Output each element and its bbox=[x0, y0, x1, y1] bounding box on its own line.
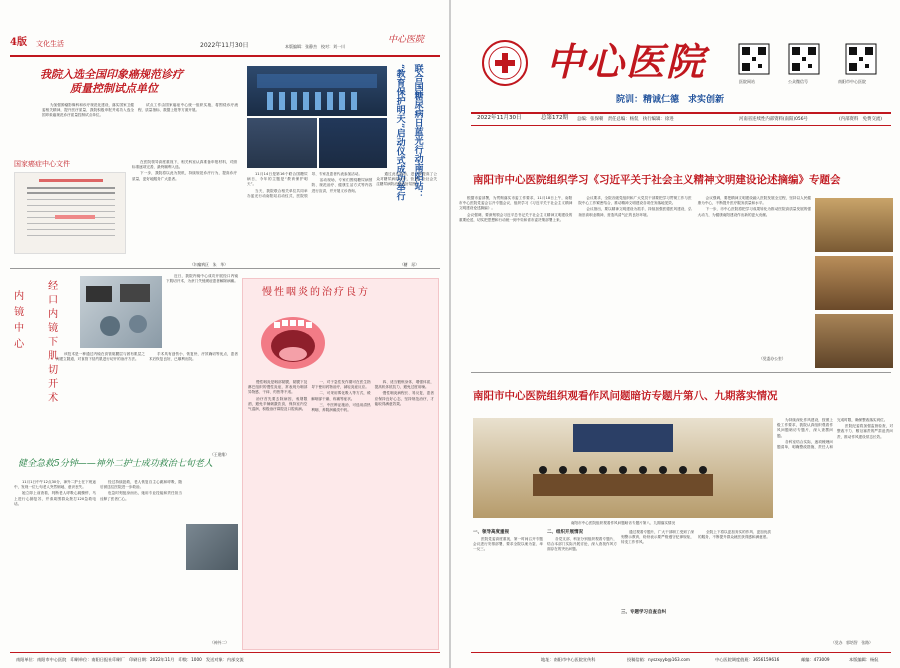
article4-photo bbox=[186, 524, 238, 570]
qr-group bbox=[736, 42, 886, 90]
qr-label-website: 医院网站 bbox=[739, 79, 755, 84]
qr-label-wechat: 公众微信号 bbox=[788, 79, 808, 84]
right-footer-rule bbox=[471, 652, 891, 653]
endoscopy-graphic bbox=[80, 276, 162, 348]
article2-vertical-headline2: “教育保护明天”启动仪式成功举行 bbox=[394, 64, 405, 201]
qr-label-hospital: 南阳市中心医院 bbox=[838, 79, 866, 84]
article3-body-right: 近日，我院内镜中心成功开展经口内镜下肌切开术，为贲门失弛缓症患者解除病痛。 bbox=[166, 274, 238, 284]
viewing-photo-caption: 南阳市中心医院组织观看作风问题暗访专题片第八、九期落实情况 bbox=[570, 521, 676, 525]
mouth-icon bbox=[256, 310, 330, 376]
masthead-rule bbox=[471, 112, 891, 114]
side-vertical-right: 经口内镜下肌切开术 bbox=[45, 280, 57, 406]
footer-phone: 中心医院调度值班：3656159616 bbox=[715, 657, 780, 662]
article4-author: （神外二） bbox=[210, 640, 229, 645]
divider-1 bbox=[10, 268, 440, 269]
section-name: 文化生活 bbox=[36, 40, 64, 48]
qr-codes-icon bbox=[736, 42, 886, 76]
article3-author: （王建维） bbox=[210, 452, 229, 457]
editor-line: 本版编辑：张静杰 校对：刘一川 bbox=[285, 44, 345, 49]
right-page bbox=[451, 0, 900, 668]
right-article1-headline: 南阳市中心医院组织学习《习近平关于社会主义精神文明建设论述摘编》专题会 bbox=[473, 174, 841, 186]
meeting-photo-1 bbox=[815, 198, 893, 252]
feature-body: 慢性咽炎是咽部黏膜、黏膜下及淋巴组织的慢性炎症，常表现为咽部异物感、干痒、灼热等不适。 治疗首先要去除病因，戒烟限酒，避免辛辣刺激饮食，保持室内空气湿润，积极治疗鼻腔及口腔疾病。 一、对于急性发作期可在医生指导下使用药物治疗，减轻炎症反应。 二、可采用雾化吸入等方式，缓解咽部干燥、疼痛等症状。 三、中医辨证施治，可选用清热利咽、养阴润燥类中药。 四、适当锻炼身体，增强体质，提高机体抵抗力，避免过度用嗓。 慢性咽炎病程长、易反复，患者应保持良好心态，坚持规范治疗，才能取得满意效果。 bbox=[248, 380, 434, 413]
right-article2-headline: 南阳市中心医院组织观看作风问题暗访专题片第八、九期落实情况 bbox=[473, 390, 778, 402]
article1-body-bottom: 在医院领导高度重视下，相关科室认真准备申报材料，对照标准逐项完善，最终顺利入选。 下一步，我院将以此为契机，持续规范诊疗行为，提高诊疗质量，更好地服务广大患者。 bbox=[132, 160, 237, 181]
footer-email: 投稿信箱：nyszxyyb@163.com bbox=[627, 657, 690, 662]
footer-post: 邮编：473009 bbox=[801, 657, 830, 662]
issue-date-right: 2022年11月30日 bbox=[477, 115, 522, 121]
page-label: 4版 bbox=[10, 37, 27, 48]
issue-number: 总第172期 bbox=[541, 115, 568, 121]
header-rule bbox=[10, 55, 440, 57]
right-article1-author: （党委办公室） bbox=[759, 356, 786, 361]
section-head-c: 三、专题学习自查自纠 bbox=[621, 610, 666, 615]
section-head-a: 一、领导高度重视 bbox=[473, 530, 509, 535]
throat-illustration bbox=[256, 310, 330, 376]
article1-author: （妇瘤病区 朱 华） bbox=[190, 262, 228, 267]
event-photo-left bbox=[247, 118, 317, 168]
stage-group-graphic bbox=[247, 66, 387, 116]
article2-body: 11月14日是第16个联合国糖尿病日，今年的主题是“教育保护明天”。 当天，我院联合相关单位共同举办蓝光行动南阳站启动仪式，医院领导、专家及患者代表参加活动。 活动现场，专家们围绕糖尿病预防、规范治疗、健康生活方式等内容进行宣讲，并开展义诊咨询。 通过此次活动，进一步提高了公众对糖尿病的认识，营造了全社会关注糖尿病防治的良好氛围。 bbox=[247, 172, 437, 198]
staff-line: 总编：张保朝 责任总编：杨侃 执行编辑：徐进 bbox=[577, 117, 674, 122]
document-table-graphic bbox=[15, 173, 126, 254]
endoscopy-photo bbox=[80, 276, 162, 348]
left-footer: 南阳单位：南阳市中心医院 印刷单位：南阳日报社印刷厂 印刷日期：2022年11月 印数：1000 发送对象：内部交流 bbox=[16, 657, 244, 662]
article2-author: （糖 尿） bbox=[400, 262, 419, 267]
article3-body-bottom: 该技术是一种通过内镜在食管黏膜层与固有肌层之间建立隧道，对食管下括约肌进行切开的治疗方法。 手术具有创伤小、恢复快、疗效确切等优点，患者术后恢复良好，已顺利出院。 bbox=[56, 352, 238, 362]
footer-print: 本版编辑：杨侃 bbox=[849, 657, 879, 662]
motto: 院训：精诚仁德 求实创新 bbox=[616, 95, 725, 105]
meeting-photo-2 bbox=[815, 256, 893, 310]
left-page bbox=[0, 0, 449, 668]
footer-rule bbox=[10, 652, 440, 653]
header-logo: 中心医院 bbox=[388, 35, 425, 45]
article1-body-right: 试点工作由国家癌症中心统一组织实施，将围绕诊疗流程、质量指标、数据上报等方面开展。 bbox=[138, 103, 238, 113]
side-vertical-left: 内镜中心 bbox=[11, 290, 23, 354]
article4-title: 健全急救5分钟——神外二护士成功救治七旬老人 bbox=[18, 459, 213, 469]
masthead-rule-2 bbox=[471, 125, 891, 126]
article1-body-left: 为加强肿瘤影像科和诊疗规范化建设，落实国家卫健委相关精神，提升医疗质量，我院积极申报并成功入选全国印象癌规范诊疗质量控制试点单位。 bbox=[42, 103, 134, 118]
article1-subhead: 国家癌症中心文件 bbox=[14, 160, 70, 168]
article2-vertical-headline: 联合国糖尿病日蓝光行动南阳站： bbox=[412, 64, 423, 199]
document-image bbox=[14, 172, 126, 254]
article1-headline-line2: 质量控制试点单位 bbox=[70, 82, 158, 95]
right-article2-author: （党办 郭培智 张路） bbox=[831, 640, 873, 645]
license-line: 河南省连续性内部资料(南阳)056号 bbox=[739, 117, 808, 122]
issue-date: 2022年11月30日 bbox=[200, 42, 249, 49]
hospital-emblem bbox=[482, 40, 528, 86]
event-photo-top bbox=[247, 66, 387, 116]
feature-title: 慢性咽炎的治疗良方 bbox=[262, 287, 370, 298]
right-divider bbox=[471, 372, 891, 373]
viewing-photo bbox=[473, 418, 773, 518]
internal-note: (内部资料 免费交流) bbox=[839, 117, 882, 122]
right-article2-side: 为持续深化作风建设，按照上级工作要求，我院认真组织观看作风问题暗访专题片，深入查摆问题。 各科室结合实际，逐项梳理问题清单，明确整改措施、责任人和完成时限，确保整改落实到位。 医院纪委将加强监督检查，对整改不力、敷衍塞责的严肃追责问责，推动作风建设常态长效。 bbox=[777, 418, 893, 450]
section-b-body: 各党支部、科室分别组织观看专题片，结合本部门实际开展讨论，深入查找作风方面存在的突出问题。 bbox=[547, 537, 617, 552]
meeting-photo-3 bbox=[815, 314, 893, 368]
masthead-title: 中心医院 bbox=[546, 39, 707, 84]
conference-room-graphic bbox=[473, 418, 773, 518]
right-article1-body: 根据市委部署，为贯彻落实市委工作要求，11月18日上午，南阳市中心医院党委会召开专题会议，组织学习《习近平关于社会主义精神文明建设论述摘编》。 会议强调，要深刻领会习近平总书记关于社会主义精神文明建设的重要论述，切实把思想和行动统一到中央和省市委决策部署上来。 会议要求，全院各级党组织和广大党员干部要把学习贯彻工作与医院中心工作紧密结合，推动精神文明建设各项任务落地见效。 会议指出，要以精神文明建设为抓手，持续加强医德医风建设，弘扬崇高职业精神，营造风清气正的良好环境。 会议强调，要把精神文明建设融入医院发展全过程，坚持以人民健康为中心，不断提升医疗服务质量和水平。 下一步，市中心医院将把学习成果转化为推动医院高质量发展的强大动力，为健康南阳建设作出新的更大贡献。 bbox=[459, 196, 811, 222]
section-a-body: 医院党委高度重视，第一时间召开专题会议进行安排部署，要求全院以案为鉴、举一反三。 bbox=[473, 537, 543, 552]
event-photo-right bbox=[319, 118, 387, 168]
article1-headline-line1: 我院入选全国印象癌规范诊疗 bbox=[40, 68, 183, 81]
section-head-b: 二、组织开展情况 bbox=[547, 530, 583, 535]
article4-body: 11月1日中午12点30分，神外二护士在下班途中，发现一位七旬老人突然倒地、意识丧失。 她立即上前查看，判断老人呼吸心跳骤停，马上进行心肺复苏，并请周围群众拨打120急救电话。 经过持续抢救，老人恢复自主心跳和呼吸，随后被送往医院进一步救治。 危急时刻挺身而出，她用专业技能和责任担当诠释了医者仁心。 bbox=[14, 480, 182, 506]
footer-address: 地址：南阳市中心医院宣传科 bbox=[541, 657, 596, 662]
section-c-body: 通过观看专题片，广大干部职工受到了深刻警示教育，纷纷表示要严格遵守纪律规矩，转变工作作风。 全院上下将以更加务实的作风、更加优质的服务，不断提升群众就医获得感和满意度。 bbox=[621, 530, 771, 545]
hospital-emblem-icon bbox=[482, 40, 528, 86]
